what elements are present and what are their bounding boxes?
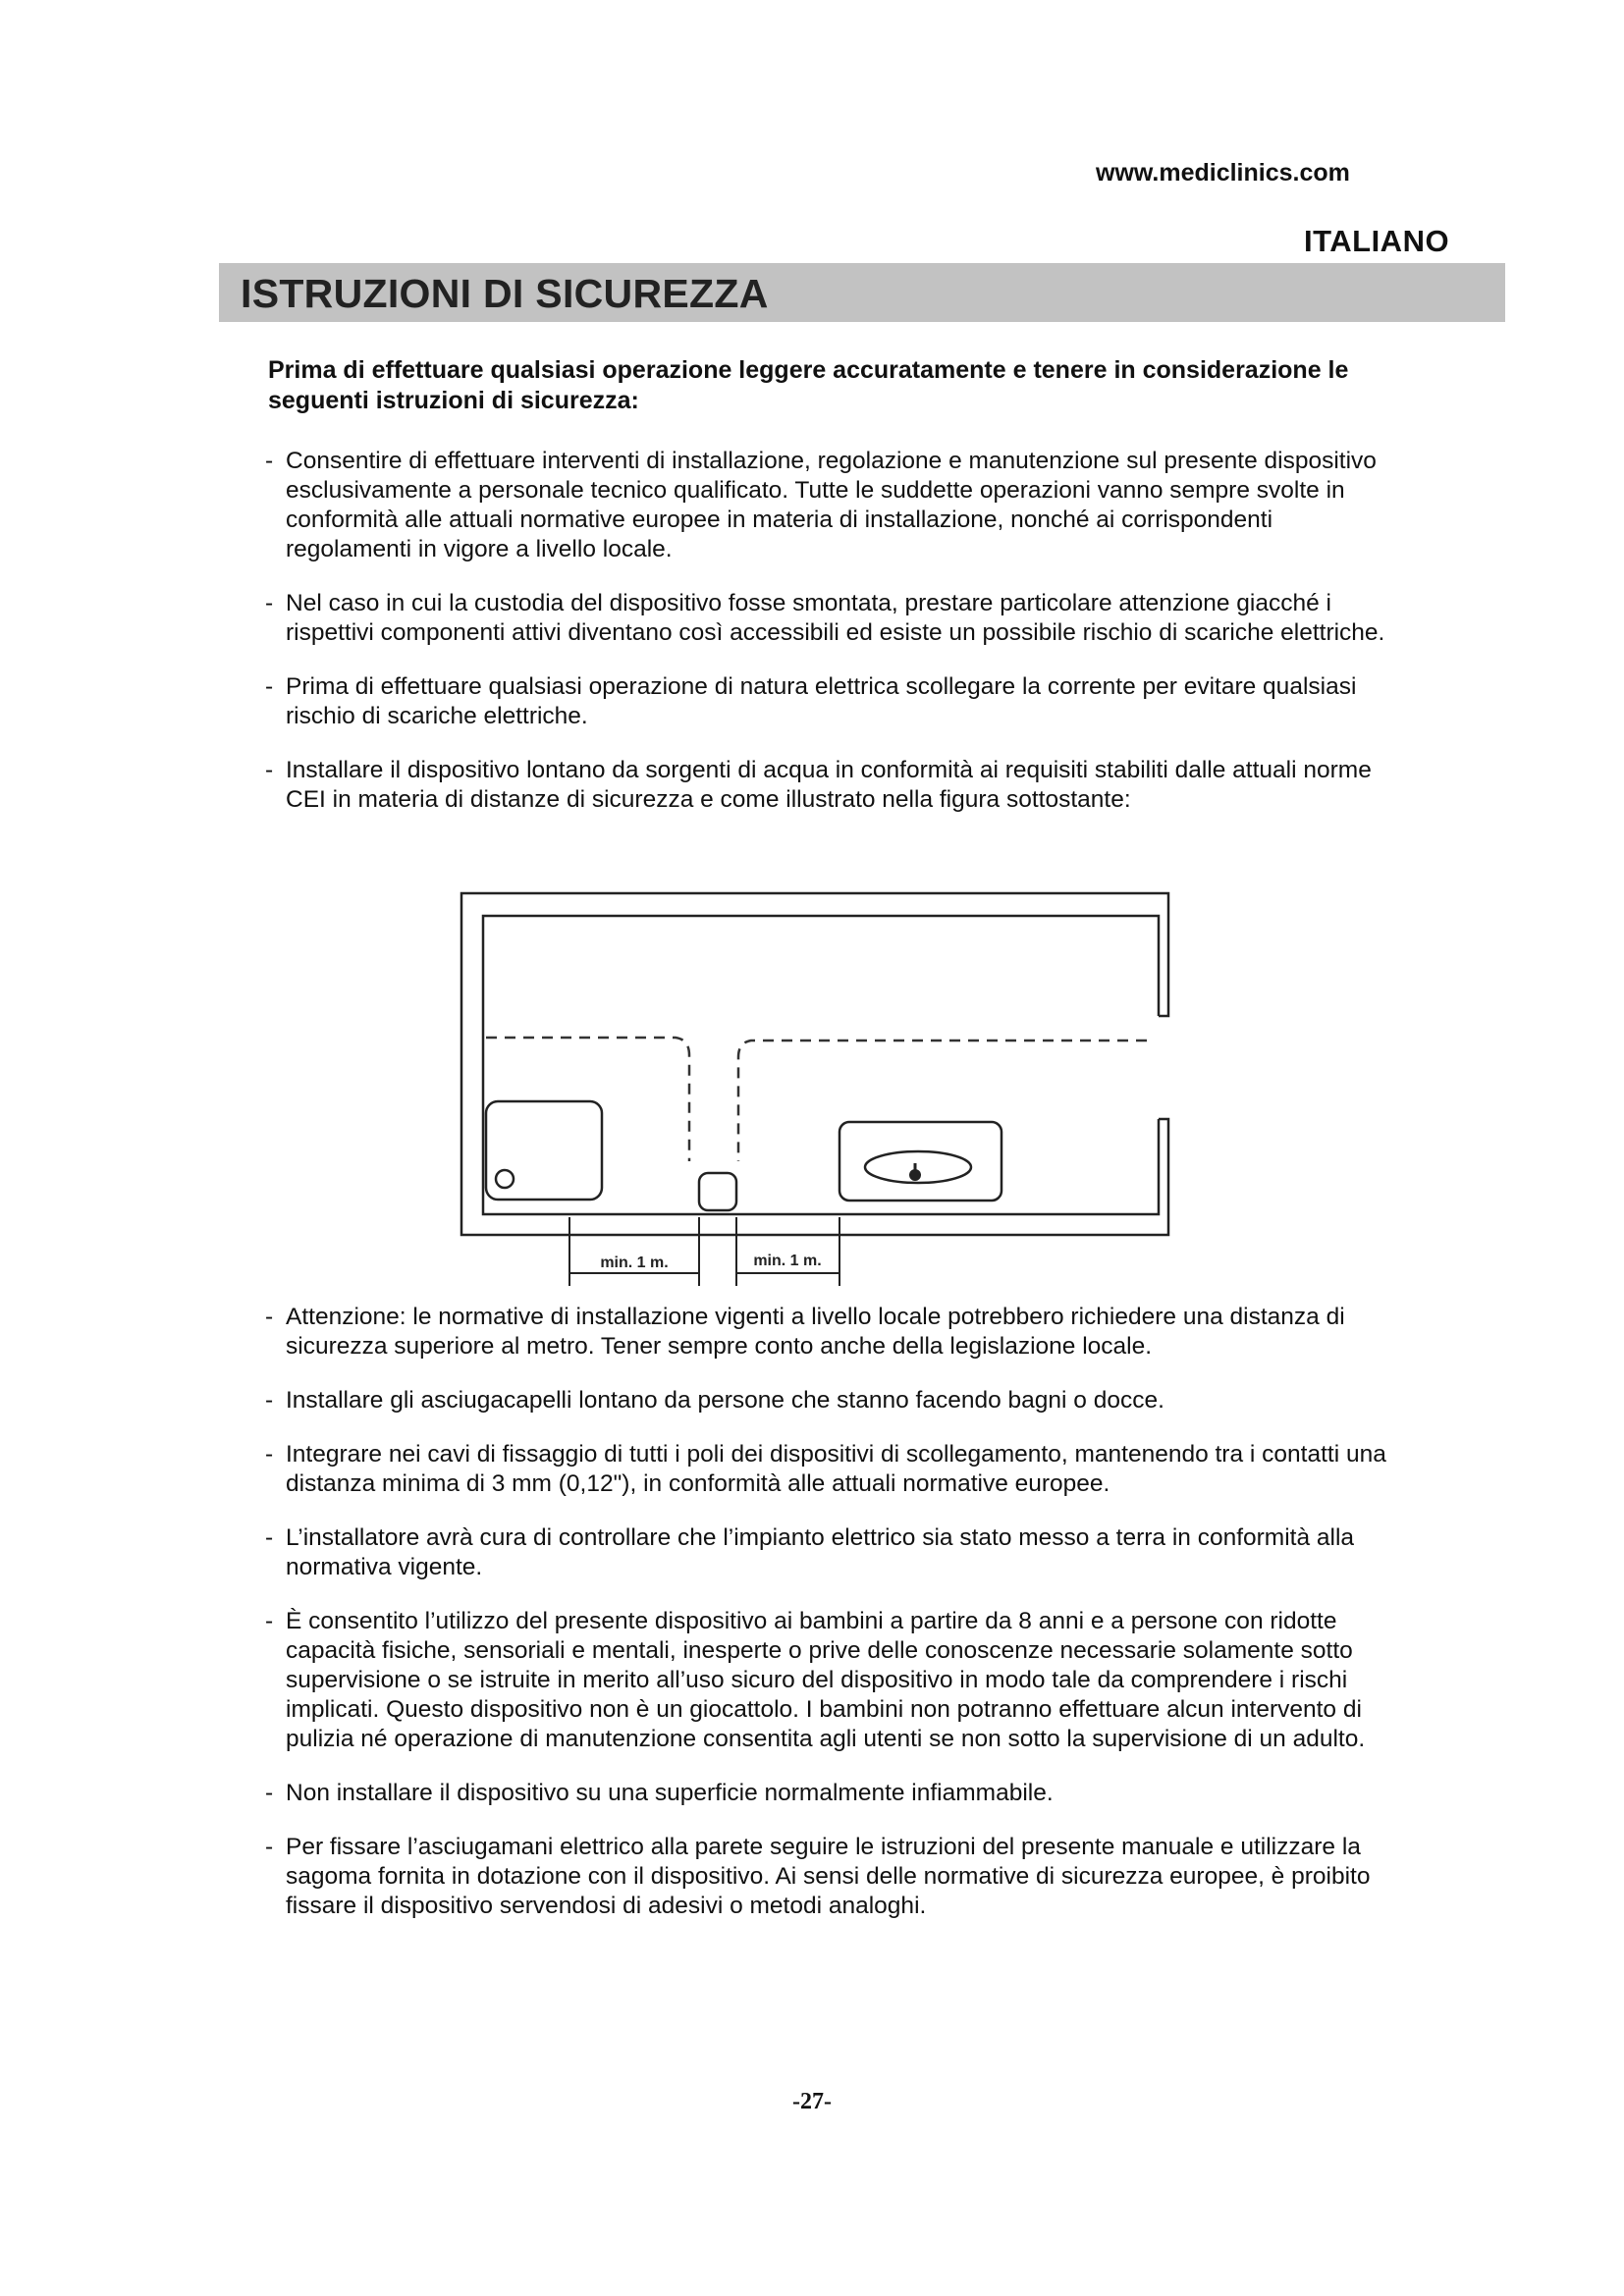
list-item-text: Installare gli asciugacapelli lontano da persone che stanno facendo bagni o docce. xyxy=(286,1387,1164,1414)
wash-basin xyxy=(839,1122,1001,1201)
section-title-bar xyxy=(219,263,1505,322)
bathroom-distance-diagram xyxy=(422,879,1188,1301)
list-item-text: Attenzione: le normative di installazione vigenti a livello locale potrebbero richiedere una distanza di sicurezza superiore al metro. Tener sempre conto anche della legislazione locale. xyxy=(286,1304,1345,1360)
safety-list-before-figure xyxy=(265,447,1394,839)
list-item xyxy=(265,447,1394,564)
list-item xyxy=(265,1523,1394,1582)
list-item xyxy=(265,672,1394,731)
language-label: ITALIANO xyxy=(1304,224,1450,258)
shower-drain xyxy=(496,1170,514,1188)
list-item-text: Consentire di effettuare interventi di installazione, regolazione e manutenzione sul presente dispositivo esclusivamente a personale tecnico qualificato. Tutte le suddette operazioni vanno sempre svolte in conformità alle attuali normative europee in materia di installazione, nonché ai corrispondenti regolamenti in vigore a livello locale. xyxy=(286,448,1377,562)
list-dash: - xyxy=(265,1834,274,1860)
safety-list-after-figure xyxy=(265,1303,1394,1946)
list-item xyxy=(265,1607,1394,1754)
list-item xyxy=(265,589,1394,648)
safety-zone-left xyxy=(486,1038,689,1161)
list-dash: - xyxy=(265,1524,274,1551)
list-dash: - xyxy=(265,590,274,616)
list-dash: - xyxy=(265,1304,274,1330)
list-dash: - xyxy=(265,1387,274,1414)
list-dash: - xyxy=(265,448,274,474)
list-item-text: Nel caso in cui la custodia del dispositivo fosse smontata, prestare particolare attenzione giacché i rispettivi componenti attivi diventano così accessibili ed esiste un possibile rischio di scariche elettriche. xyxy=(286,590,1385,646)
list-item-text: È consentito l’utilizzo del presente dispositivo ai bambini a partire da 8 anni e a persone con ridotte capacità fisiche, sensoriali e mentali, inesperte o prive delle conoscenze necessarie solamente sotto supervisione o se istruite in merito all’uso sicuro del dispositivo in modo tale da comprendere i rischi implicati. Questo dispositivo non è un giocattolo. I bambini non potranno effettuare alcun intervento di pulizia né operazione di manutenzione consentita agli utenti se non sotto la supervisione di un adulto. xyxy=(286,1608,1366,1752)
list-item-text: Installare il dispositivo lontano da sorgenti di acqua in conformità ai requisiti stabiliti dalle attuali norme CEI in materia di distanze di sicurezza e come illustrato nella figura sottostante: xyxy=(286,757,1372,813)
list-item xyxy=(265,1303,1394,1362)
safety-zone-right xyxy=(738,1041,1147,1161)
list-item xyxy=(265,1386,1394,1415)
inner-wall xyxy=(483,916,1159,1214)
hand-dryer xyxy=(699,1173,736,1210)
dimension-label-right: min. 1 m. xyxy=(753,1253,822,1269)
shower-tray xyxy=(486,1101,602,1200)
list-item xyxy=(265,1833,1394,1921)
list-dash: - xyxy=(265,673,274,700)
list-item xyxy=(265,756,1394,815)
list-dash: - xyxy=(265,1608,274,1634)
list-item-text: L’installatore avrà cura di controllare che l’impianto elettrico sia stato messo a terra in conformità alla normativa vigente. xyxy=(286,1524,1355,1580)
dimension-label-left: min. 1 m. xyxy=(600,1255,669,1271)
list-item-text: Non installare il dispositivo su una superficie normalmente infiammabile. xyxy=(286,1780,1054,1806)
page-number: -27- xyxy=(792,2089,832,2114)
section-title: ISTRUZIONI DI SICUREZZA xyxy=(241,271,769,316)
list-dash: - xyxy=(265,1780,274,1806)
list-item xyxy=(265,1440,1394,1499)
list-item-text: Integrare nei cavi di fissaggio di tutti i poli dei dispositivi di scollegamento, mantenendo tra i contatti una distanza minima di 3 mm (0,12"), in conformità alle attuali normative europee. xyxy=(286,1441,1386,1497)
list-dash: - xyxy=(265,1441,274,1468)
website-url: www.mediclinics.com xyxy=(1096,159,1350,187)
intro-paragraph: Prima di effettuare qualsiasi operazione leggere accuratamente e tenere in considerazione le seguenti istruzioni di sicurezza: xyxy=(268,356,1349,414)
list-item-text: Per fissare l’asciugamani elettrico alla parete seguire le istruzioni del presente manuale e utilizzare la sagoma fornita in dotazione con il dispositivo. Ai sensi delle normative di sicurezza europee, è proibito fissare il dispositivo servendosi di adesivi o metodi analoghi. xyxy=(286,1834,1371,1919)
list-item xyxy=(265,1779,1394,1808)
list-item-text: Prima di effettuare qualsiasi operazione di natura elettrica scollegare la corrente per evitare qualsiasi rischio di scariche elettriche. xyxy=(286,673,1357,729)
list-dash: - xyxy=(265,757,274,783)
outer-wall xyxy=(461,893,1168,1235)
